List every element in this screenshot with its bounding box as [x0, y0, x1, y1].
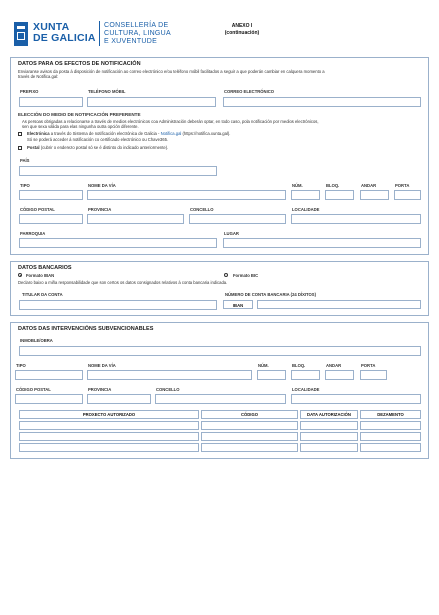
table-cell-date-2[interactable]	[300, 432, 358, 441]
table-cell-dezamento-3[interactable]	[360, 443, 421, 452]
medium-title: ELECCIÓN DO MEDIO DE NOTIFICACIÓN PREFERENTE	[18, 112, 141, 117]
intervention-locality-input[interactable]	[291, 394, 421, 404]
intervention-floor-input[interactable]	[325, 370, 354, 380]
bank-declaration: Declaro baixo a miña responsabilidade que son certos os datos consignados relativos á conta bancaria indicada.	[18, 280, 228, 285]
country-input[interactable]	[19, 166, 217, 176]
table-cell-dezamento-2[interactable]	[360, 432, 421, 441]
block-input[interactable]	[325, 190, 354, 200]
intervention-number-input[interactable]	[257, 370, 286, 380]
table-header-date: DATA AUTORIZACIÓN	[300, 410, 358, 419]
medium-note	[22, 119, 422, 129]
floor-input[interactable]	[360, 190, 389, 200]
intervention-province-input[interactable]	[87, 394, 151, 404]
email-input[interactable]	[223, 97, 421, 107]
property-input[interactable]	[19, 346, 421, 356]
intervention-door-input[interactable]	[360, 370, 387, 380]
floor-label: ANDAR	[361, 183, 377, 188]
notification-section-title: DATOS PARA OS EFECTOS DE NOTIFICACIÓN	[18, 61, 141, 67]
table-cell-code-1[interactable]	[201, 421, 298, 430]
bic-format-label: Formato BIC	[233, 273, 259, 278]
intervention-door-label: PORTA	[361, 363, 376, 368]
intervention-type-label: TIPO	[16, 363, 26, 368]
intervention-block-label: BLOQ.	[292, 363, 306, 368]
type-label: TIPO	[20, 183, 30, 188]
department-name	[104, 22, 171, 46]
intervention-street-input[interactable]	[87, 370, 252, 380]
place-input[interactable]	[223, 238, 421, 248]
notification-section	[10, 57, 429, 255]
bank-section-title: DATOS BANCARIOS	[18, 265, 72, 271]
electronic-checkbox[interactable]	[18, 132, 22, 136]
postal-option-text: (cubrir o enderezo postal só se é distinto do indicado anteriormente).	[39, 145, 169, 150]
property-label: INMOBLE/OBRA	[20, 338, 53, 343]
intervention-postcode-label: CÓDIGO POSTAL	[16, 387, 51, 392]
prefix-label: PREFIXO	[20, 89, 39, 94]
council-label: CONCELLO	[190, 207, 214, 212]
table-cell-date-3[interactable]	[300, 443, 358, 452]
holder-label: TITULAR DA CONTA	[22, 292, 63, 297]
country-label: PAÍS	[20, 158, 30, 163]
door-label: PORTA	[395, 183, 410, 188]
prefix-input[interactable]	[19, 97, 83, 107]
intervention-street-label: NOME DA VÍA	[88, 363, 116, 368]
notification-intro	[18, 69, 423, 79]
dept-line3: E XUVENTUDE	[104, 38, 158, 45]
place-label: LUGAR	[224, 231, 239, 236]
parish-label: PARROQUIA	[20, 231, 46, 236]
email-label: CORREO ELECTRÓNICO	[224, 89, 275, 94]
mobile-input[interactable]	[87, 97, 216, 107]
locality-label: LOCALIDADE	[292, 207, 320, 212]
notification-intro-line2: través de Notifica.gal:	[18, 74, 59, 79]
intervention-postcode-input[interactable]	[15, 394, 83, 404]
parish-input[interactable]	[19, 238, 217, 248]
notification-intro-line1: Enviaranse avisos da posta á disposición de notificación ao correo electrónico e/ou teléfono móbil facilitados a seguir a que poderán cambiar en calquera momento a	[18, 69, 325, 74]
block-label: BLOQ.	[326, 183, 340, 188]
table-cell-project-3[interactable]	[19, 443, 199, 452]
table-header-code: CÓDIGO	[201, 410, 298, 419]
notifica-url: (https://notifica.xunta.gal).	[181, 131, 231, 136]
table-cell-dezamento-1[interactable]	[360, 421, 421, 430]
logo-separator	[99, 21, 100, 46]
intervention-floor-label: ANDAR	[326, 363, 342, 368]
table-cell-date-1[interactable]	[300, 421, 358, 430]
notifica-link[interactable]: Notifica.gal	[160, 131, 182, 136]
annex-title	[222, 23, 262, 37]
holder-input[interactable]	[19, 300, 217, 310]
xunta-logo-icon	[14, 22, 28, 46]
intervention-province-label: PROVINCIA	[88, 387, 112, 392]
table-cell-project-1[interactable]	[19, 421, 199, 430]
iban-format-radio[interactable]	[18, 273, 22, 277]
annex-title-text: ANEXO I	[231, 23, 253, 29]
electronic-option-text: a través do Sistema de notificación electrónica de Galicia -	[49, 131, 161, 136]
iban-prefix-label: IBAN	[223, 300, 253, 309]
mobile-label: TELÉFONO MÓBIL	[88, 89, 126, 94]
province-label: PROVINCIA	[88, 207, 112, 212]
medium-note-line2: sen que sexa válida para elas ningunha outra opción diferente.	[22, 124, 139, 129]
intervention-number-label: NÚM.	[258, 363, 269, 368]
logo-line2: DE GALICIA	[33, 32, 96, 44]
table-cell-project-2[interactable]	[19, 432, 199, 441]
intervention-council-input[interactable]	[155, 394, 286, 404]
electronic-option	[27, 131, 230, 136]
type-input[interactable]	[19, 190, 83, 200]
account-label: NÚMERO DE CONTA BANCARIA (24 DÍXITOS)	[225, 292, 316, 297]
dept-line1: CONSELLERÍA DE	[104, 22, 169, 29]
electronic-option-bold: Electrónica	[27, 131, 50, 136]
intervention-type-input[interactable]	[15, 370, 83, 380]
interventions-section-title: DATOS DAS INTERVENCIÓNS SUBVENCIONABLES	[18, 326, 154, 332]
intervention-council-label: CONCELLO	[156, 387, 180, 392]
table-cell-code-2[interactable]	[201, 432, 298, 441]
logo-text	[33, 22, 96, 44]
logo-line1: XUNTA	[33, 21, 70, 33]
table-header-project: PROXECTO AUTORIZADO	[19, 410, 199, 419]
street-label: NOME DA VÍA	[88, 183, 116, 188]
account-number-input[interactable]	[257, 300, 421, 309]
postcode-input[interactable]	[19, 214, 83, 224]
bic-format-radio[interactable]	[224, 273, 228, 277]
iban-format-label: Formato IBAN	[26, 273, 55, 278]
postal-option	[27, 145, 168, 150]
table-header-dezamento: DEZAMENTO	[360, 410, 421, 419]
locality-input[interactable]	[291, 214, 421, 224]
number-input[interactable]	[291, 190, 320, 200]
annex-subtitle-text: (continuación)	[224, 30, 260, 36]
postal-checkbox[interactable]	[18, 146, 22, 150]
electronic-note: Só se poderá acceder á notificación co certificado electrónico ou Chave365.	[27, 137, 169, 142]
intervention-block-input[interactable]	[291, 370, 320, 380]
intervention-locality-label: LOCALIDADE	[292, 387, 320, 392]
council-input[interactable]	[189, 214, 286, 224]
province-input[interactable]	[87, 214, 184, 224]
number-label: NÚM.	[292, 183, 303, 188]
table-cell-code-3[interactable]	[201, 443, 298, 452]
medium-note-line1: As persoas obrigadas a relacionarse a través de medios electrónicos coa Administración deberán optar, en todo caso, pola notificación por medios electrónicos,	[22, 119, 319, 124]
postcode-label: CÓDIGO POSTAL	[20, 207, 55, 212]
street-input[interactable]	[87, 190, 286, 200]
dept-line2: CULTURA, LINGUA	[104, 30, 171, 37]
door-input[interactable]	[394, 190, 421, 200]
postal-option-bold: Postal	[27, 145, 40, 150]
